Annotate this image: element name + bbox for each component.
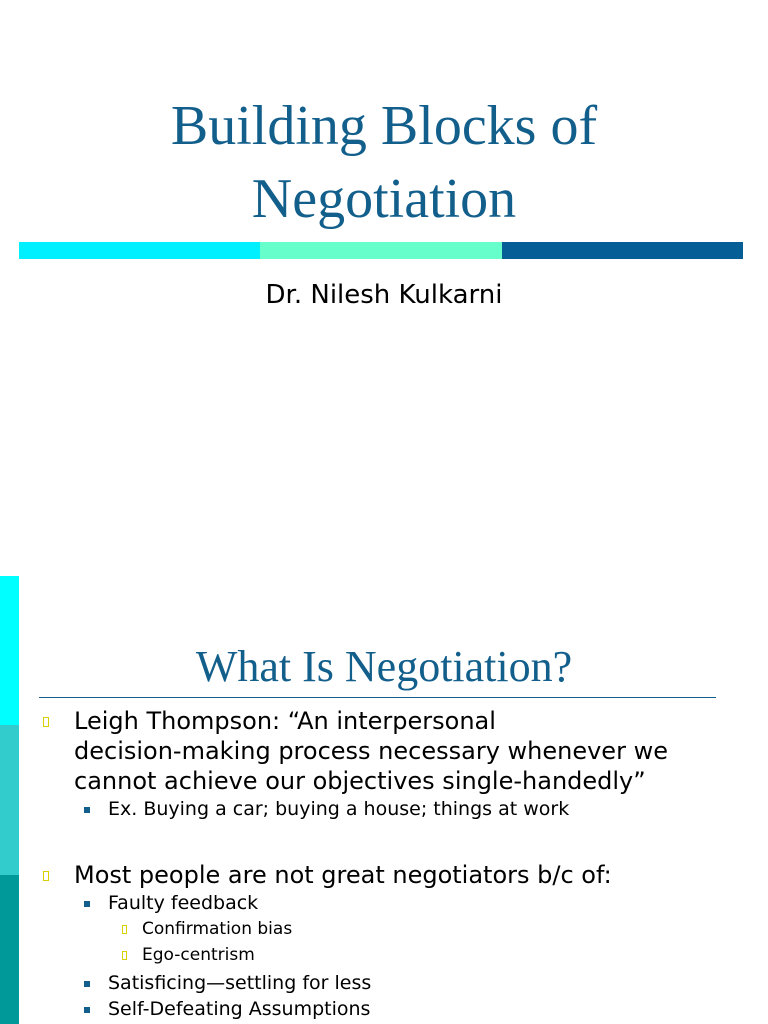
sub-sub-bullet-text: Ego-centrism [142,945,255,965]
bullet-definition [40,706,740,796]
content-slide [0,576,768,1024]
bullet-spacer [40,822,740,860]
divider-segment-blue [502,242,743,259]
sub-sub-bullet-ego-centrism [40,942,740,968]
bullet-line: cannot achieve our objectives single-handedly” [74,767,646,795]
bullet-line: Most people are not great negotiators b/c of: [74,861,612,889]
bullet-marker-icon [43,871,49,881]
bullet-line: Leigh Thompson: “An interpersonal [74,707,496,735]
bullet-reasons [40,860,740,890]
sub-bullet-text: Faulty feedback [108,892,259,914]
square-bullet-icon [84,807,90,813]
square-bullet-icon [84,981,90,987]
slide-title-line-1: Building Blocks of [170,95,598,157]
sub-bullet-text: Self-Defeating Assumptions [108,998,371,1020]
bullet-line: decision-making process necessary whenever we [74,737,668,765]
sub-sub-bullet-confirmation-bias [40,916,740,942]
bullet-list [40,706,740,1022]
tricolor-divider [19,242,743,259]
bullet-marker-icon [43,717,49,727]
square-bullet-icon [84,901,90,907]
sub-bullet-example [40,796,740,822]
sub-bullet-self-defeating [40,996,740,1022]
divider-segment-cyan [19,242,260,259]
small-bullet-marker-icon [122,925,127,934]
content-slide-title: What Is Negotiation? [195,642,573,691]
sub-sub-bullet-text: Confirmation bias [142,919,293,939]
divider-segment-mint [260,242,501,259]
sub-bullet-satisficing [40,970,740,996]
author-name: Dr. Nilesh Kulkarni [265,280,503,310]
square-bullet-icon [84,1007,90,1013]
slide-title-line-2: Negotiation [251,168,517,230]
slide-title [0,90,768,236]
sidebar-block-middle [0,725,19,874]
sub-bullet-faulty-feedback [40,890,740,916]
title-rule [39,697,716,698]
sub-bullet-text: Ex. Buying a car; buying a house; things at work [108,798,570,820]
small-bullet-marker-icon [122,951,127,960]
sidebar-block-bottom [0,875,19,1024]
sub-bullet-text: Satisficing—settling for less [108,972,372,994]
